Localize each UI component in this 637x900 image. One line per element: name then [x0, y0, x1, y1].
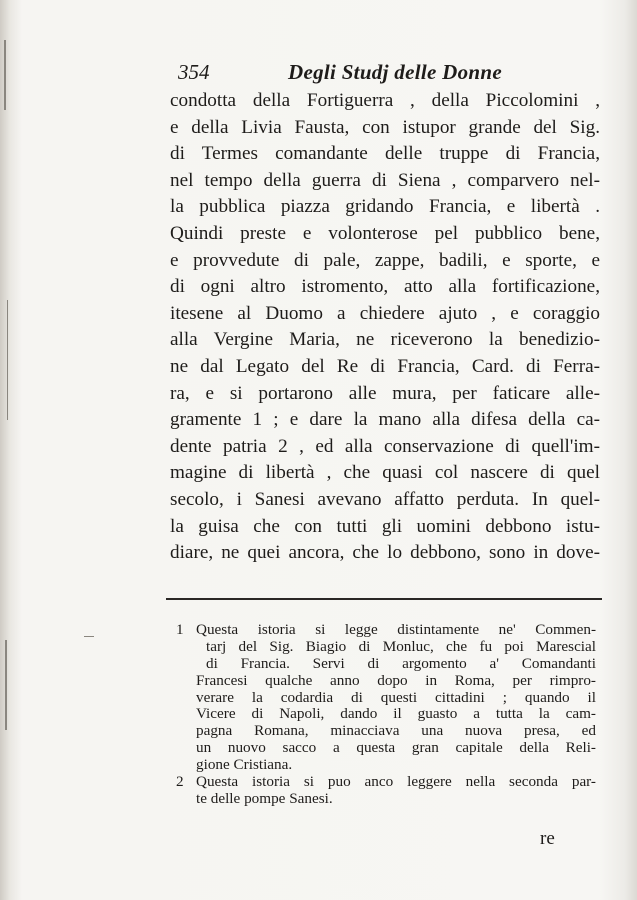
footnote-line	[176, 622, 596, 639]
body-line: condotta della Fortiguerra , della Piccolomini ,	[170, 90, 600, 111]
body-line: ra, e si portarono alle mura, per faticare alle-	[170, 382, 600, 404]
footnote-rule	[166, 598, 602, 600]
footnote-line: Vicere di Napoli, dando il guasto a tutta la cam-	[196, 705, 596, 723]
footnote-text: Questa istoria si puo anco leggere nella seconda par-	[196, 773, 596, 791]
body-line: e della Livia Fausta, con istupor grande del Sig.	[170, 116, 600, 138]
page-header	[178, 60, 538, 88]
body-line: Quindi preste e volonterose pel pubblico bene,	[170, 222, 600, 244]
body-line: alla Vergine Maria, ne riceverono la benedizio-	[170, 329, 600, 351]
footnote-line: te delle pompe Sanesi.	[196, 789, 333, 807]
gutter-shadow	[4, 40, 6, 110]
margin-tick	[84, 636, 94, 637]
body-text	[170, 88, 600, 567]
footnote-marker: 1	[176, 621, 184, 638]
footnote-line	[176, 774, 596, 791]
footnote-line: di Francia. Servi di argomento a' Comandanti	[206, 654, 596, 672]
body-line: dente patria 2 , ed alla conservazione di quell'im-	[170, 435, 600, 457]
footnote-text: Questa istoria si legge distintamente ne' Commen-	[196, 621, 596, 638]
body-line: gramente 1 ; e dare la mano alla difesa della ca-	[170, 409, 600, 431]
body-line: e provvedute di pale, zappe, badili, e sporte, e	[170, 249, 600, 271]
body-line: di Termes comandante delle truppe di Francia,	[170, 143, 600, 165]
body-line: magine di libertà , che quasi col nascere di quel	[170, 462, 600, 484]
running-title: Degli Studj delle Donne	[288, 60, 502, 84]
body-line: secolo, i Sanesi avevano affatto perduta. In quel-	[170, 488, 600, 510]
body-line: di ogni altro istromento, atto alla fortificazione,	[170, 276, 600, 298]
footnote-line: gione Cristiana.	[196, 756, 293, 774]
body-line: ne dal Legato del Re di Francia, Card. di Ferra-	[170, 355, 600, 377]
footnote-line: pagna Romana, minacciava una nuova presa, ed	[196, 722, 596, 740]
body-line: la guisa che con tutti gli uomini debbono istu-	[170, 515, 600, 537]
page-number: 354	[178, 60, 210, 84]
footnote-marker: 2	[176, 773, 184, 791]
footnotes	[176, 622, 596, 808]
footnote-line: un nuovo sacco a questa gran capitale della Reli-	[196, 739, 596, 757]
catchword: re	[540, 828, 555, 849]
body-line: diare, ne quei ancora, che lo debbono, sono in dove-	[170, 542, 600, 564]
body-line: nel tempo della guerra di Siena , comparvero nel-	[170, 169, 600, 191]
gutter-shadow	[5, 640, 7, 730]
body-line: la pubblica piazza gridando Francia, e libertà .	[170, 196, 600, 218]
footnote-line: verare la codardia di questi cittadini ; quando il	[196, 688, 596, 706]
body-line: itesene al Duomo a chiedere ajuto , e coraggio	[170, 302, 600, 324]
footnote-line: tarj del Sig. Biagio di Monluc, che fu poi Marescial	[206, 637, 596, 655]
footnote-line: Francesi qualche anno dopo in Roma, per rimpro-	[196, 671, 596, 689]
gutter-shadow	[7, 300, 8, 420]
